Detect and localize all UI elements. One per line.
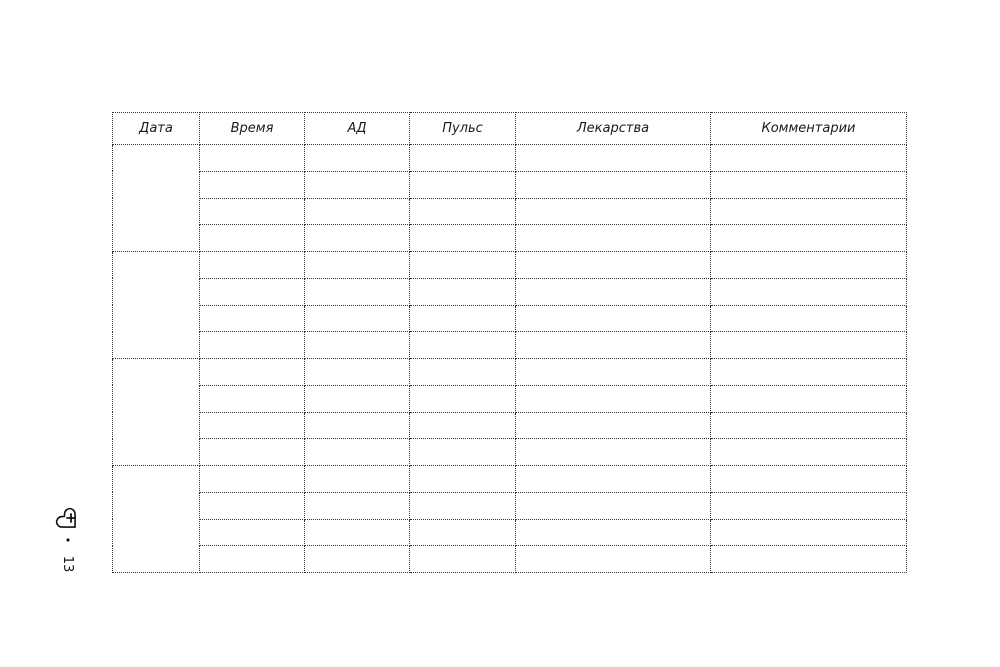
page-number: 13 <box>60 555 75 573</box>
medications-cell[interactable] <box>516 252 711 279</box>
medications-cell[interactable] <box>516 385 711 412</box>
bp-cell[interactable] <box>305 332 410 359</box>
time-cell[interactable] <box>200 278 305 305</box>
medications-cell[interactable] <box>516 439 711 466</box>
medications-cell[interactable] <box>516 359 711 386</box>
time-cell[interactable] <box>200 412 305 439</box>
pulse-cell[interactable] <box>410 198 516 225</box>
comments-cell[interactable] <box>711 198 907 225</box>
pulse-cell[interactable] <box>410 546 516 573</box>
table-row <box>113 225 907 252</box>
comments-cell[interactable] <box>711 145 907 172</box>
bp-cell[interactable] <box>305 171 410 198</box>
time-cell[interactable] <box>200 466 305 493</box>
table-row <box>113 546 907 573</box>
bp-cell[interactable] <box>305 412 410 439</box>
bp-cell[interactable] <box>305 145 410 172</box>
table-row <box>113 278 907 305</box>
bp-cell[interactable] <box>305 546 410 573</box>
medications-cell[interactable] <box>516 519 711 546</box>
time-cell[interactable] <box>200 546 305 573</box>
header-row <box>113 113 907 145</box>
medications-cell[interactable] <box>516 145 711 172</box>
pulse-cell[interactable] <box>410 385 516 412</box>
table-row <box>113 305 907 332</box>
pulse-cell[interactable] <box>410 519 516 546</box>
time-cell[interactable] <box>200 145 305 172</box>
date-cell[interactable] <box>113 252 200 359</box>
health-log-table <box>112 112 907 573</box>
bp-cell[interactable] <box>305 278 410 305</box>
comments-cell[interactable] <box>711 466 907 493</box>
table-row <box>113 252 907 279</box>
pulse-cell[interactable] <box>410 492 516 519</box>
date-cell[interactable] <box>113 145 200 252</box>
pulse-cell[interactable] <box>410 225 516 252</box>
header-blood-pressure: АД <box>305 113 410 145</box>
pulse-cell[interactable] <box>410 145 516 172</box>
header-pulse: Пульс <box>410 113 516 145</box>
time-cell[interactable] <box>200 332 305 359</box>
table-row <box>113 439 907 466</box>
comments-cell[interactable] <box>711 332 907 359</box>
pulse-cell[interactable] <box>410 171 516 198</box>
pulse-cell[interactable] <box>410 412 516 439</box>
table-row <box>113 519 907 546</box>
time-cell[interactable] <box>200 305 305 332</box>
comments-cell[interactable] <box>711 278 907 305</box>
time-cell[interactable] <box>200 225 305 252</box>
time-cell[interactable] <box>200 171 305 198</box>
pulse-cell[interactable] <box>410 359 516 386</box>
table-row <box>113 385 907 412</box>
time-cell[interactable] <box>200 439 305 466</box>
diamond-bullet-icon <box>66 538 70 542</box>
table-row <box>113 198 907 225</box>
bp-cell[interactable] <box>305 466 410 493</box>
medications-cell[interactable] <box>516 171 711 198</box>
bp-cell[interactable] <box>305 439 410 466</box>
comments-cell[interactable] <box>711 305 907 332</box>
comments-cell[interactable] <box>711 412 907 439</box>
table-row <box>113 466 907 493</box>
comments-cell[interactable] <box>711 519 907 546</box>
table-row <box>113 171 907 198</box>
comments-cell[interactable] <box>711 546 907 573</box>
header-date: Дата <box>113 113 200 145</box>
table-row <box>113 412 907 439</box>
medications-cell[interactable] <box>516 305 711 332</box>
bp-cell[interactable] <box>305 252 410 279</box>
medications-cell[interactable] <box>516 412 711 439</box>
header-medications: Лекарства <box>516 113 711 145</box>
table-row <box>113 359 907 386</box>
time-cell[interactable] <box>200 492 305 519</box>
date-cell[interactable] <box>113 359 200 466</box>
bp-cell[interactable] <box>305 305 410 332</box>
pulse-cell[interactable] <box>410 439 516 466</box>
bp-cell[interactable] <box>305 359 410 386</box>
table-row <box>113 332 907 359</box>
pulse-cell[interactable] <box>410 305 516 332</box>
bp-cell[interactable] <box>305 225 410 252</box>
pulse-cell[interactable] <box>410 332 516 359</box>
time-cell[interactable] <box>200 519 305 546</box>
time-cell[interactable] <box>200 359 305 386</box>
medications-cell[interactable] <box>516 198 711 225</box>
time-cell[interactable] <box>200 252 305 279</box>
time-cell[interactable] <box>200 198 305 225</box>
medications-cell[interactable] <box>516 466 711 493</box>
medications-cell[interactable] <box>516 278 711 305</box>
pulse-cell[interactable] <box>410 466 516 493</box>
header-comments: Комментарии <box>711 113 907 145</box>
medications-cell[interactable] <box>516 225 711 252</box>
comments-cell[interactable] <box>711 385 907 412</box>
comments-cell[interactable] <box>711 359 907 386</box>
bp-cell[interactable] <box>305 385 410 412</box>
bp-cell[interactable] <box>305 492 410 519</box>
medications-cell[interactable] <box>516 546 711 573</box>
pulse-cell[interactable] <box>410 278 516 305</box>
table-body <box>113 145 907 573</box>
comments-cell[interactable] <box>711 492 907 519</box>
pulse-cell[interactable] <box>410 252 516 279</box>
table-row <box>113 145 907 172</box>
heart-with-cross-icon <box>54 506 82 546</box>
comments-cell[interactable] <box>711 171 907 198</box>
table-row <box>113 492 907 519</box>
date-cell[interactable] <box>113 466 200 573</box>
medications-cell[interactable] <box>516 492 711 519</box>
medications-cell[interactable] <box>516 332 711 359</box>
bp-cell[interactable] <box>305 198 410 225</box>
comments-cell[interactable] <box>711 252 907 279</box>
comments-cell[interactable] <box>711 225 907 252</box>
time-cell[interactable] <box>200 385 305 412</box>
bp-cell[interactable] <box>305 519 410 546</box>
comments-cell[interactable] <box>711 439 907 466</box>
header-time: Время <box>200 113 305 145</box>
